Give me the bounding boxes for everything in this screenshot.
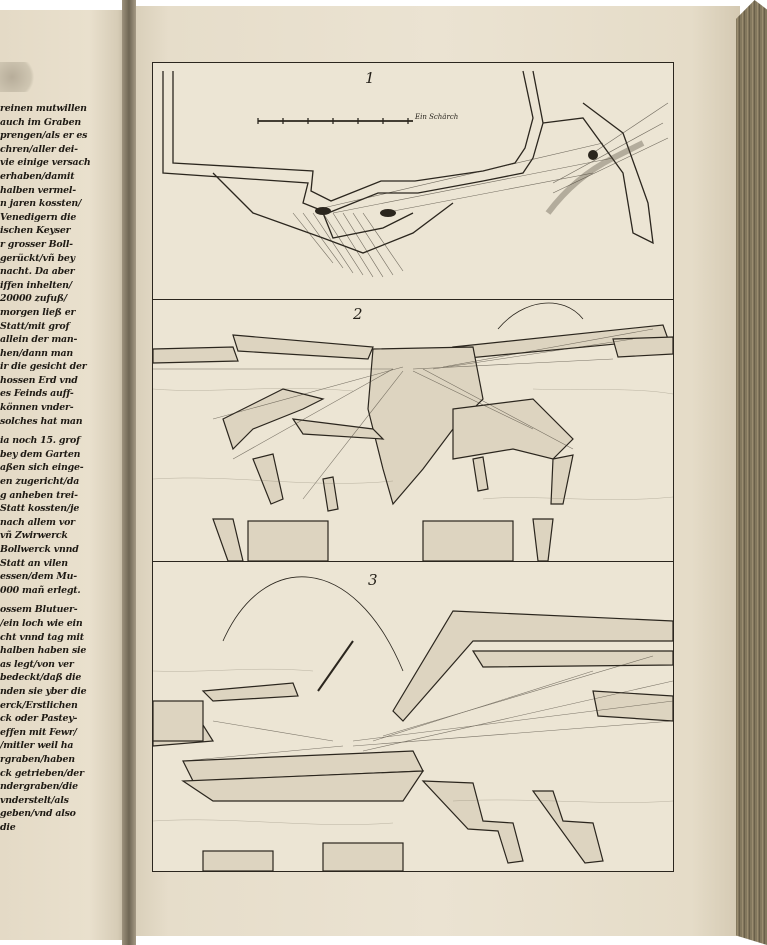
text-line: en zugericht/da	[0, 476, 80, 488]
fortress-siege-drawing-3	[153, 561, 673, 871]
text-line: rgraben/haben	[0, 753, 75, 765]
text-line: chren/aller dei-	[0, 143, 78, 155]
text-line: ischen Keyser	[0, 225, 71, 237]
plate-panel-1	[153, 63, 673, 300]
text-line: vñ Zwirwerck	[0, 530, 68, 542]
text-line: halben vermel-	[0, 184, 76, 196]
text-line: Statt kossten/je	[0, 503, 80, 515]
text-line: bey dem Garten	[0, 448, 81, 460]
text-line: /ein loch wie ein	[0, 617, 83, 629]
text-line: vie einige versach	[0, 157, 91, 169]
panel-number-1: 1	[365, 69, 375, 87]
text-line: n jaren kossten/	[0, 198, 82, 210]
text-line: bedeckt/daß die	[0, 672, 82, 684]
page-edges	[736, 0, 767, 945]
text-line: es Feinds auff-	[0, 388, 74, 400]
engraved-plate	[152, 62, 674, 872]
text-line: r grosser Boll-	[0, 238, 73, 250]
plate-panel-2	[153, 299, 673, 562]
text-line: vnderstelt/als	[0, 794, 69, 806]
text-line: effen mit Fewr/	[0, 726, 77, 738]
text-line: ia noch 15. grof	[0, 435, 80, 447]
text-line: essen/dem Mu-	[0, 571, 77, 583]
text-line: gerückt/vñ bey	[0, 252, 75, 264]
text-line: nach allem vor	[0, 516, 75, 528]
text-line: nacht. Da aber	[0, 266, 75, 278]
panel-number-2: 2	[353, 305, 363, 323]
text-line: ndergraben/die	[0, 781, 78, 793]
scale-label: Ein Schärch	[415, 113, 459, 121]
fortress-siege-drawing-2	[153, 299, 673, 561]
text-line: morgen ließ er	[0, 306, 76, 318]
text-line: /mitler weil ha	[0, 740, 74, 752]
panel-number-3: 3	[368, 571, 378, 589]
decorative-initial	[0, 62, 40, 92]
text-line: erck/Erstlichen	[0, 699, 78, 711]
text-line: halben haben sie	[0, 645, 87, 657]
text-line: aßen sich einge-	[0, 462, 84, 474]
text-line: ir die gesicht der	[0, 361, 87, 373]
text-line: hen/dann man	[0, 347, 73, 359]
text-line: nden sie yber die	[0, 685, 87, 697]
left-page-text-column	[0, 102, 122, 834]
plate-panel-3	[153, 561, 673, 871]
text-line: solches hat man	[0, 415, 83, 427]
text-line: die	[0, 821, 16, 833]
text-line: as legt/von ver	[0, 658, 74, 670]
text-line: 20000 zufuß/	[0, 293, 68, 305]
left-page	[0, 10, 128, 940]
text-line: Bollwerck vnnd	[0, 544, 79, 555]
text-line: 000 mañ erlegt.	[0, 584, 81, 596]
text-line: geben/vnd also	[0, 808, 76, 820]
text-line: ossem Blutuer-	[0, 604, 78, 616]
text-line: auch im Graben	[0, 116, 81, 128]
text-line: ck oder Pastey-	[0, 713, 78, 725]
text-line: allein der man-	[0, 334, 78, 346]
text-line: erhaben/damit	[0, 170, 75, 182]
book-gutter	[122, 0, 136, 945]
fortress-plan-drawing-1	[153, 63, 673, 299]
text-line: g anheben trei-	[0, 489, 78, 501]
text-line: Statt an vilen	[0, 557, 68, 569]
text-line: reinen mutwillen	[0, 103, 87, 114]
text-line: iffen inhelten/	[0, 279, 72, 291]
text-line: cht vnnd tag mit	[0, 631, 84, 643]
text-line: hossen Erd vnd	[0, 374, 78, 386]
text-line: prengen/als er es	[0, 130, 88, 142]
text-line: Venedigern die	[0, 211, 77, 223]
text-line: können vnder-	[0, 402, 74, 414]
text-line: Statt/mit grof	[0, 320, 70, 332]
text-line: ck getrieben/der	[0, 767, 84, 779]
